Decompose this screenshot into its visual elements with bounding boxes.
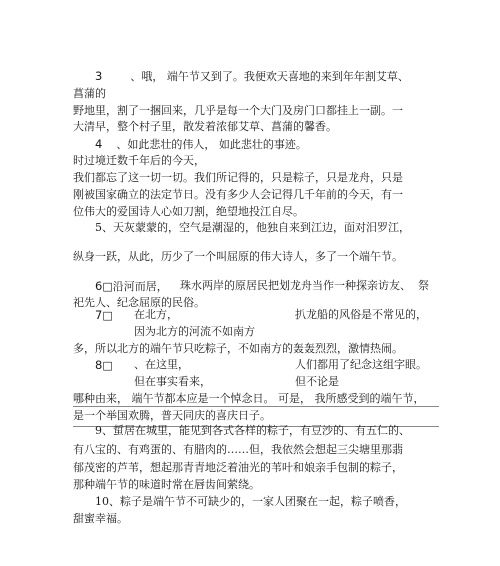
box-glyph-icon: □ [102, 309, 113, 322]
paragraph-8-line-1a: 、在这里， [134, 358, 189, 371]
paragraph-7-line-2: 因为北方的河流不如南方 [134, 325, 255, 338]
paragraph-5-line-1: 5、天灰蒙蒙的，空气是潮湿的，他独自来到江边，面对汨罗江， [95, 221, 410, 234]
paragraph-8-line-3: 哪种由来， 端午节都本应是一个悼念日。 可是， 我所感受到的端午节， [73, 392, 425, 405]
paragraph-4-line-2: 时过境迁数千年后的今天， [73, 154, 205, 167]
paragraph-3-line-3: 野地里，割了一捆回来，几乎是每一个大门及房门口都挂上一副。一 [73, 104, 403, 117]
paragraph-7-line-3: 多，所以北方的端午节只吃粽子，不如南方的轰轰烈烈，激情热闹。 [73, 342, 403, 355]
box-glyph-icon: □ [102, 359, 113, 372]
paragraph-8-line-4: 是一个举国欢腾，普天同庆的喜庆日子。 [73, 409, 271, 422]
paragraph-7-line-1a: 在北方， [134, 308, 178, 321]
paragraph-3-number: 3 [95, 69, 103, 83]
paragraph-6-number: 6 [95, 279, 103, 293]
paragraph-8-line-2b: 但不论是 [295, 375, 339, 388]
paragraph-3-line-2: 菖蒲的 [73, 87, 106, 100]
paragraph-5-line-2: 纵身一跃，从此，历少了一个叫屈原的伟大诗人，多了一个端午节。 [73, 250, 403, 263]
paragraph-8-line-1b: 人们都用了纪念这组字眼。 [295, 358, 427, 371]
paragraph-10-line-2: 甜蜜幸福。 [73, 512, 128, 525]
paragraph-4-line-5: 位伟大的爱国诗人心如刀割，绝望地投江自尽。 [73, 205, 304, 218]
paragraph-6-line-1 [95, 279, 168, 294]
paragraph-4-line-3: 我们都忘了这一切一切。我们所记得的，只是粽子，只是龙舟，只是 [73, 171, 403, 184]
paragraph-8-number: 8 [95, 358, 103, 372]
paragraph-6-line-1c: 祭 [418, 279, 429, 292]
paragraph-9-line-1: 9、蜇居在城里，能见到各式各样的粽子，有豆沙的、有五仁的、 [95, 424, 410, 437]
paragraph-6-text-1a: 沿河而居， [112, 280, 168, 293]
paragraph-3-line-4: 大清早，整个村子里，散发着浓郁艾草、菖蒲的馨香。 [73, 120, 337, 133]
paragraph-8-line-2a: 但在事实看来， [134, 375, 211, 388]
paragraph-6-line-1b: 珠水两岸的原居民把划龙舟当作一种探亲访友、 [180, 279, 411, 292]
paragraph-7-line-1 [95, 308, 113, 323]
paragraph-4-line-1 [95, 137, 307, 152]
paragraph-9-line-2: 有八宝的、有鸡蛋的、有腊肉的……但，我依然会想起三尖塘里那翡 [73, 443, 403, 456]
paragraph-3-line-1 [95, 69, 409, 84]
box-glyph-icon: □ [102, 280, 113, 293]
paragraph-7-line-1b: 扒龙船的风俗是不常见的， [295, 308, 427, 321]
paragraph-4-number: 4 [95, 137, 103, 151]
divider-line [73, 406, 439, 407]
paragraph-10-line-1: 10、粽子是端午节不可缺少的，一家人团聚在一起，粽子喷香， [95, 495, 406, 508]
paragraph-9-line-3: 郁茂密的芦苇，想起那青青地泛着油光的苇叶和娘亲手包制的粽子， [73, 461, 403, 474]
paragraph-8-line-1 [95, 358, 113, 373]
paragraph-4-text-1: 、如此悲壮的伟人， 如此悲壮的事迹。 [116, 138, 307, 151]
paragraph-3-text-1: 、哦， 端午节又到了。我便欢天喜地的来到年年割艾草、 [130, 70, 409, 83]
paragraph-9-line-4: 那种端午节的味道时常在唇齿间萦绕。 [73, 478, 260, 491]
paragraph-6-line-2: 祀先人、纪念屈原的民俗。 [73, 296, 205, 309]
paragraph-4-line-4: 刚被国家确立的法定节日。没有多少人会记得几千年前的今天，有一 [73, 188, 403, 201]
paragraph-7-number: 7 [95, 308, 103, 322]
